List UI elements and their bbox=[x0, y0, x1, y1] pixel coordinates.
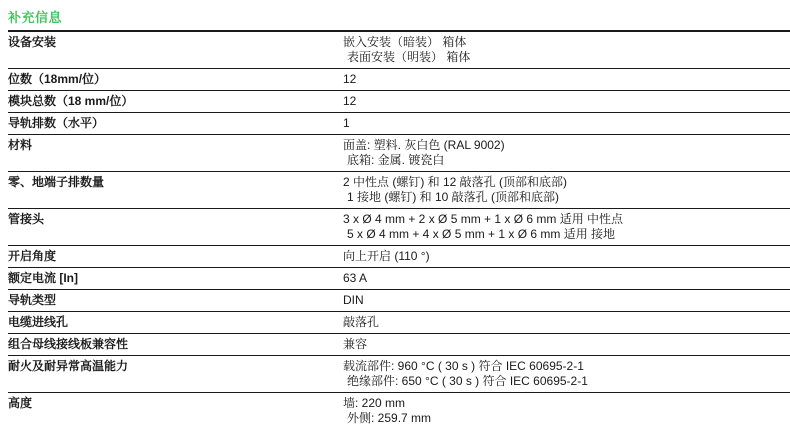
table-row bbox=[8, 32, 790, 69]
row-values bbox=[343, 138, 790, 168]
row-value-line: 底箱: 金属. 镀瓷白 bbox=[347, 153, 445, 167]
row-label: 耐火及耐异常高温能力 bbox=[8, 359, 129, 373]
row-value-line: 表面安装（明装） 箱体 bbox=[347, 50, 471, 64]
table-row bbox=[8, 69, 790, 91]
row-value-line: 2 中性点 (螺钉) 和 12 敲落孔 (顶部和底部) bbox=[343, 175, 568, 189]
row-value-line: 1 bbox=[343, 116, 350, 130]
table-row bbox=[8, 209, 790, 246]
row-values bbox=[343, 396, 790, 426]
row-values bbox=[343, 94, 790, 109]
row-values bbox=[343, 72, 790, 87]
row-label: 导轨排数（水平） bbox=[8, 116, 105, 130]
table-row bbox=[8, 268, 790, 290]
row-value-line: 兼容 bbox=[343, 337, 368, 351]
row-values bbox=[343, 315, 790, 330]
table-row bbox=[8, 290, 790, 312]
row-value-line: 外侧: 259.7 mm bbox=[347, 411, 432, 425]
row-label: 高度 bbox=[8, 396, 33, 410]
row-label: 额定电流 [In] bbox=[8, 271, 78, 285]
row-value-line: 63 A bbox=[343, 271, 368, 285]
row-value-line: 1 接地 (螺钉) 和 10 敲落孔 (顶部和底部) bbox=[347, 190, 560, 204]
row-value-line: 嵌入安装（暗装） 箱体 bbox=[343, 35, 467, 49]
row-value-line: 敲落孔 bbox=[343, 315, 380, 329]
table-row bbox=[8, 91, 790, 113]
row-value-line: 12 bbox=[343, 94, 357, 108]
row-label: 导轨类型 bbox=[8, 293, 57, 307]
row-value-line: 绝缘部件: 650 °C ( 30 s ) 符合 IEC 60695-2-1 bbox=[347, 374, 588, 388]
row-values bbox=[343, 35, 790, 65]
table-row bbox=[8, 135, 790, 172]
row-values bbox=[343, 359, 790, 389]
row-value-line: 12 bbox=[343, 72, 357, 86]
row-value-line: 载流部件: 960 °C ( 30 s ) 符合 IEC 60695-2-1 bbox=[343, 359, 584, 373]
row-label: 开启角度 bbox=[8, 249, 57, 263]
table-row bbox=[8, 312, 790, 334]
row-label: 模块总数（18 mm/位） bbox=[8, 94, 134, 108]
row-values bbox=[343, 249, 790, 264]
row-values bbox=[343, 175, 790, 205]
row-value-line: 墙: 220 mm bbox=[343, 396, 406, 410]
table-row bbox=[8, 334, 790, 356]
row-label: 电缆进线孔 bbox=[8, 315, 69, 329]
table-row bbox=[8, 113, 790, 135]
spec-table bbox=[8, 30, 790, 429]
row-value-line: 向上开启 (110 °) bbox=[343, 249, 430, 263]
row-values bbox=[343, 337, 790, 352]
row-label: 设备安装 bbox=[8, 35, 57, 49]
row-label: 组合母线接线板兼容性 bbox=[8, 337, 129, 351]
table-row bbox=[8, 356, 790, 393]
row-values bbox=[343, 116, 790, 131]
row-value-line: 面盖: 塑料. 灰白色 (RAL 9002) bbox=[343, 138, 505, 152]
row-label: 材料 bbox=[8, 138, 33, 152]
section-title: 补充信息 bbox=[8, 10, 63, 25]
row-value-line: 5 x Ø 4 mm + 4 x Ø 5 mm + 1 x Ø 6 mm 适用 接地 bbox=[347, 227, 616, 241]
row-label: 位数（18mm/位） bbox=[8, 72, 107, 86]
row-values bbox=[343, 293, 790, 308]
table-row bbox=[8, 172, 790, 209]
row-value-line: DIN bbox=[343, 293, 364, 307]
table-row bbox=[8, 246, 790, 268]
row-values bbox=[343, 271, 790, 286]
row-value-line: 3 x Ø 4 mm + 2 x Ø 5 mm + 1 x Ø 6 mm 适用 中性点 bbox=[343, 212, 624, 226]
row-label: 管接头 bbox=[8, 212, 45, 226]
row-label: 零、地端子排数量 bbox=[8, 175, 105, 189]
table-row bbox=[8, 393, 790, 429]
row-values bbox=[343, 212, 790, 242]
